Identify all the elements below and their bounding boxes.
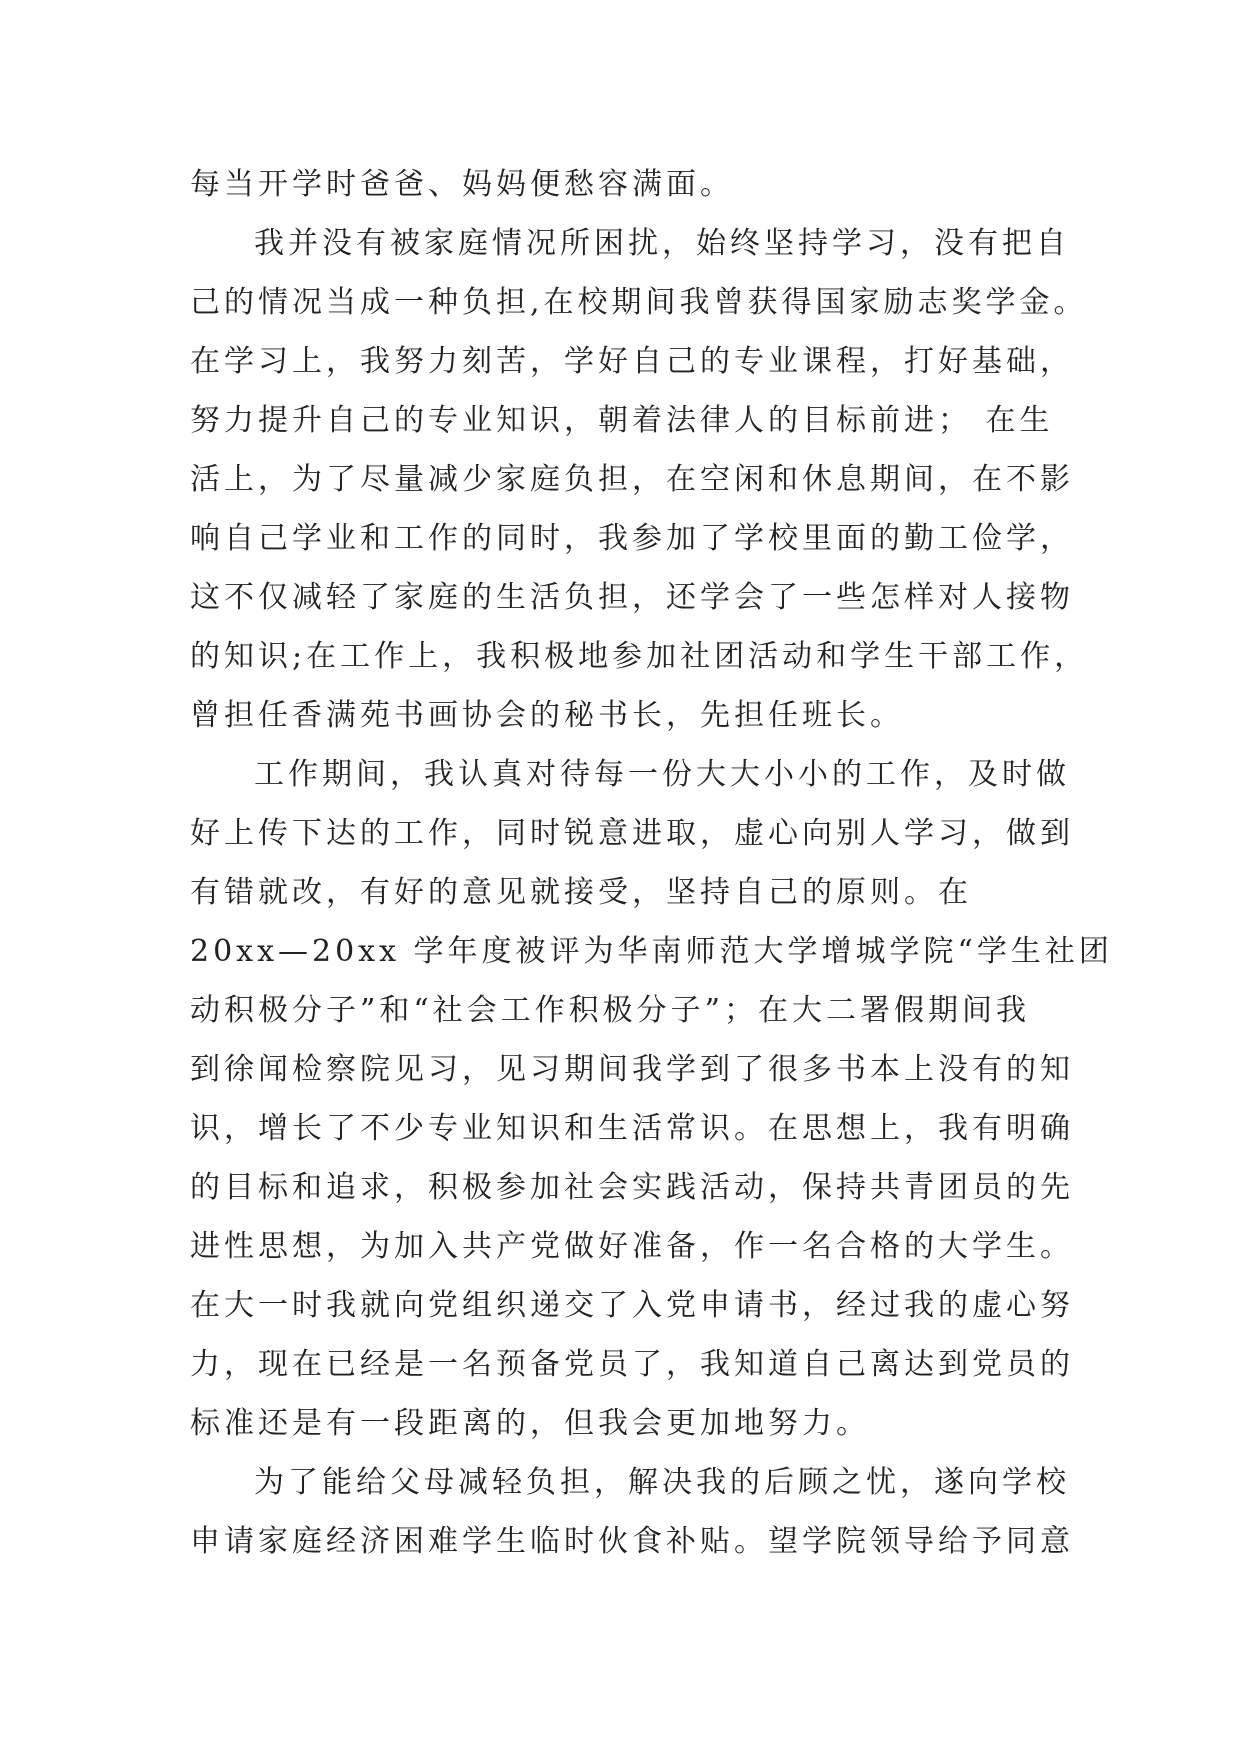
text-line: 在学习上，我努力刻苦，学好自己的专业课程，打好基础， bbox=[190, 344, 1074, 379]
text-line: 这不仅减轻了家庭的生活负担，还学会了一些怎样对人接物 bbox=[190, 580, 1074, 615]
text-line: 活上，为了尽量减少家庭负担，在空闲和休息期间，在不影 bbox=[190, 462, 1074, 497]
text-line: 到徐闻检察院见习，见习期间我学到了很多书本上没有的知 bbox=[190, 1052, 1074, 1087]
text-line: 动积极分子”和“社会工作积极分子”；在大二署假期间我 bbox=[190, 993, 1031, 1028]
text-line: 标准还是有一段距离的，但我会更加地努力。 bbox=[190, 1406, 870, 1441]
text-line: 响自己学业和工作的同时，我参加了学校里面的勤工俭学， bbox=[190, 521, 1074, 556]
text-line: 力，现在已经是一名预备党员了，我知道自己离达到党员的 bbox=[190, 1347, 1074, 1382]
text-line: 每当开学时爸爸、妈妈便愁容满面。 bbox=[190, 167, 734, 202]
text-line: 己的情况当成一种负担,在校期间我曾获得国家励志奖学金。 bbox=[190, 285, 1088, 320]
text-line: 20xx—20xx 学年度被评为华南师范大学增城学院“学生社团 bbox=[190, 934, 1113, 969]
body-text bbox=[190, 155, 1113, 1571]
text-line: 好上传下达的工作，同时锐意进取，虚心向别人学习，做到 bbox=[190, 816, 1074, 851]
text-line: 曾担任香满苑书画协会的秘书长，先担任班长。 bbox=[190, 698, 904, 733]
paragraph-first-line: 我并没有被家庭情况所困扰，始终坚持学习，没有把自 bbox=[254, 226, 1070, 261]
paragraph-first-line: 为了能给父母减轻负担，解决我的后顾之忧，遂向学校 bbox=[254, 1465, 1070, 1500]
text-line: 努力提升自己的专业知识，朝着法律人的目标前进； 在生 bbox=[190, 403, 1054, 438]
text-line: 的目标和追求，积极参加社会实践活动，保持共青团员的先 bbox=[190, 1170, 1074, 1205]
text-line: 进性思想，为加入共产党做好准备，作一名合格的大学生。 bbox=[190, 1229, 1074, 1264]
text-line: 申请家庭经济困难学生临时伙食补贴。望学院领导给予同意 bbox=[190, 1524, 1074, 1559]
text-line: 有错就改，有好的意见就接受，坚持自己的原则。在 bbox=[190, 875, 972, 910]
paragraph-first-line: 工作期间，我认真对待每一份大大小小的工作，及时做 bbox=[254, 757, 1070, 792]
text-line: 识，增长了不少专业知识和生活常识。在思想上，我有明确 bbox=[190, 1111, 1074, 1146]
text-line: 在大一时我就向党组织递交了入党申请书，经过我的虚心努 bbox=[190, 1288, 1074, 1323]
text-line: 的知识;在工作上，我积极地参加社团活动和学生干部工作， bbox=[190, 639, 1089, 674]
